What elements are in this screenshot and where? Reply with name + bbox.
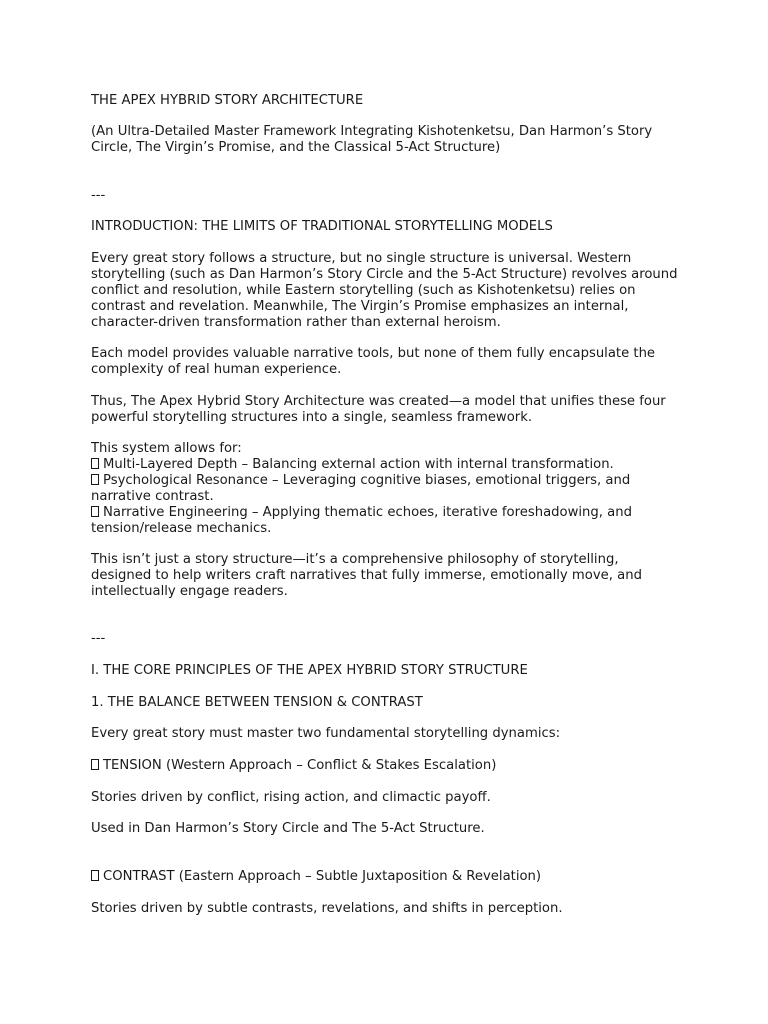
document-subtitle: (An Ultra-Detailed Master Framework Integrating Kishotenketsu, Dan Harmon’s Story Circle, The Virgin’s Promise, and the Classical 5-Act Structure) bbox=[91, 124, 653, 155]
intro-paragraph: Thus, The Apex Hybrid Story Architecture was created—a model that unifies these four powerful storytelling structures into a single, seamless framework. bbox=[91, 394, 666, 425]
missing-glyph-icon bbox=[91, 870, 99, 881]
list-item: Narrative Engineering – Applying thematic echoes, iterative foreshadowing, and bbox=[91, 505, 691, 521]
list-item: Multi-Layered Depth – Balancing external action with internal transformation. bbox=[91, 457, 691, 473]
contrast-paragraph: Stories driven by subtle contrasts, revelations, and shifts in perception. bbox=[91, 901, 563, 916]
intro-paragraph: Every great story follows a structure, but no single structure is universal. Western storytelling (such as Dan Harmon’s Story Circle and the 5-Act Structure) revolves around conflict and resolution, while Eastern storytelling (such as Kishotenketsu) relies on contrast and revelation. Meanwhile, The Virgin’s Promise emphasizes an internal, character-driven transformation rather than external heroism. bbox=[91, 251, 678, 330]
missing-glyph-icon bbox=[91, 458, 99, 469]
tension-paragraph: Stories driven by conflict, rising action, and climactic payoff. bbox=[91, 790, 491, 805]
separator: --- bbox=[91, 188, 106, 203]
separator: --- bbox=[91, 631, 106, 646]
document-title: THE APEX HYBRID STORY ARCHITECTURE bbox=[91, 93, 364, 108]
contrast-heading: CONTRAST (Eastern Approach – Subtle Juxtaposition & Revelation) bbox=[91, 869, 691, 885]
missing-glyph-icon bbox=[91, 506, 99, 517]
missing-glyph-icon bbox=[91, 759, 99, 770]
intro-heading: INTRODUCTION: THE LIMITS OF TRADITIONAL STORYTELLING MODELS bbox=[91, 219, 553, 234]
subsection-intro: Every great story must master two fundamental storytelling dynamics: bbox=[91, 726, 561, 741]
section-heading: I. THE CORE PRINCIPLES OF THE APEX HYBRID STORY STRUCTURE bbox=[91, 663, 528, 678]
list-item: Psychological Resonance – Leveraging cognitive biases, emotional triggers, and bbox=[91, 473, 691, 489]
tension-paragraph: Used in Dan Harmon’s Story Circle and The 5-Act Structure. bbox=[91, 821, 485, 836]
intro-paragraph: Each model provides valuable narrative tools, but none of them fully encapsulate the complexity of real human experience. bbox=[91, 346, 656, 377]
subsection-heading: 1. THE BALANCE BETWEEN TENSION & CONTRAST bbox=[91, 695, 423, 710]
missing-glyph-icon bbox=[91, 474, 99, 485]
allows-list: This system allows for: Multi-Layered Depth – Balancing external action with internal transformation. Psychological Resonance – Leveraging cognitive biases, emotional triggers, and narrative contrast. Narrative Engineering – Applying thematic echoes, iterative foreshadowing, and tension/release mechanics. bbox=[91, 441, 691, 537]
intro-paragraph: This isn’t just a story structure—it’s a comprehensive philosophy of storytelling, designed to help writers craft narratives that fully immerse, emotionally move, and intellectually engage readers. bbox=[91, 552, 642, 599]
tension-heading: TENSION (Western Approach – Conflict & Stakes Escalation) bbox=[91, 758, 691, 774]
